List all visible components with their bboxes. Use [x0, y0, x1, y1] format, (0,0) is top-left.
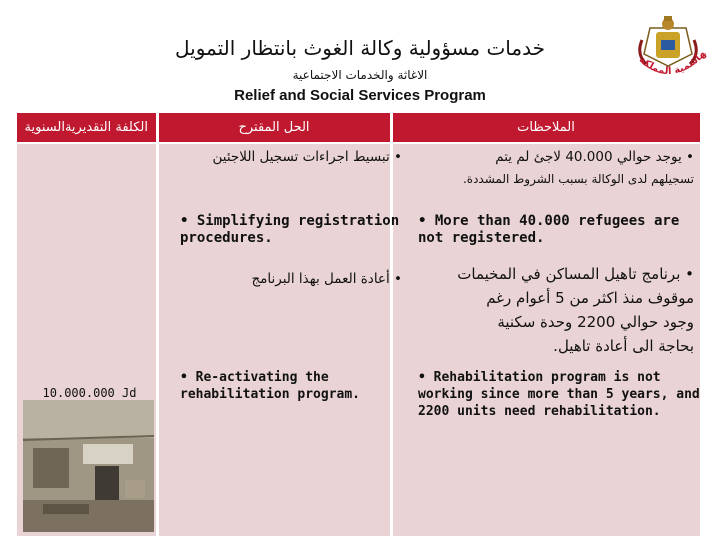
header-notes: الملاحظات [391, 113, 701, 143]
notes-ar-line: وجود حوالي 2200 وحدة سكنية [497, 313, 694, 331]
table-header-row [17, 113, 701, 143]
page-subtitle-arabic: الاغاثة والخدمات الاجتماعية [292, 68, 428, 82]
notes-ar-line: • يوجد حوالي 40.000 لاجئ لم يتم [495, 149, 694, 165]
solution-en-registration: • Simplifying registration procedures. [180, 213, 400, 246]
notes-ar-line: تسجيلهم لدى الوكالة بسبب الشروط المشددة. [462, 172, 694, 186]
cost-value: 10.000.000 Jd [42, 386, 137, 400]
notes-ar-registration [420, 146, 694, 190]
notes-en-registration: • More than 40.000 refugees are not registered. [418, 213, 680, 246]
page-subtitle-english: Relief and Social Services Program [234, 87, 486, 104]
page-title-arabic: خدمات مسؤولية وكالة الغوث بانتظار التمويل [175, 36, 545, 60]
damaged-house-photo [23, 400, 154, 532]
notes-ar-line: • برنامج تاهيل المساكن في المخيمات [457, 265, 694, 283]
solution-en-rehabilitation: • Re-activating the rehabilitation program. [180, 370, 361, 402]
notes-en-rehabilitation: • Rehabilitation program is not working since more than 5 years, and 2200 units need rehabilitation. [418, 370, 700, 419]
header-solution: الحل المقترح [157, 113, 391, 143]
notes-ar-line: موقوف منذ اكثر من 5 أعوام رغم [486, 289, 694, 307]
notes-ar-line: بحاجة الى أعادة تاهيل. [553, 337, 694, 355]
solution-ar-registration: • تبسيط اجراءات تسجيل اللاجئين [212, 149, 402, 165]
solution-cell [157, 143, 391, 537]
header-cost: الكلفة التقديريةالسنوية [17, 113, 157, 143]
coat-of-arms-logo [628, 14, 708, 84]
notes-ar-rehabilitation [420, 262, 694, 358]
emblem-text: هاشمية المملكة [636, 48, 708, 78]
solution-ar-rehabilitation: • أعادة العمل بهذا البرنامج [251, 271, 402, 287]
